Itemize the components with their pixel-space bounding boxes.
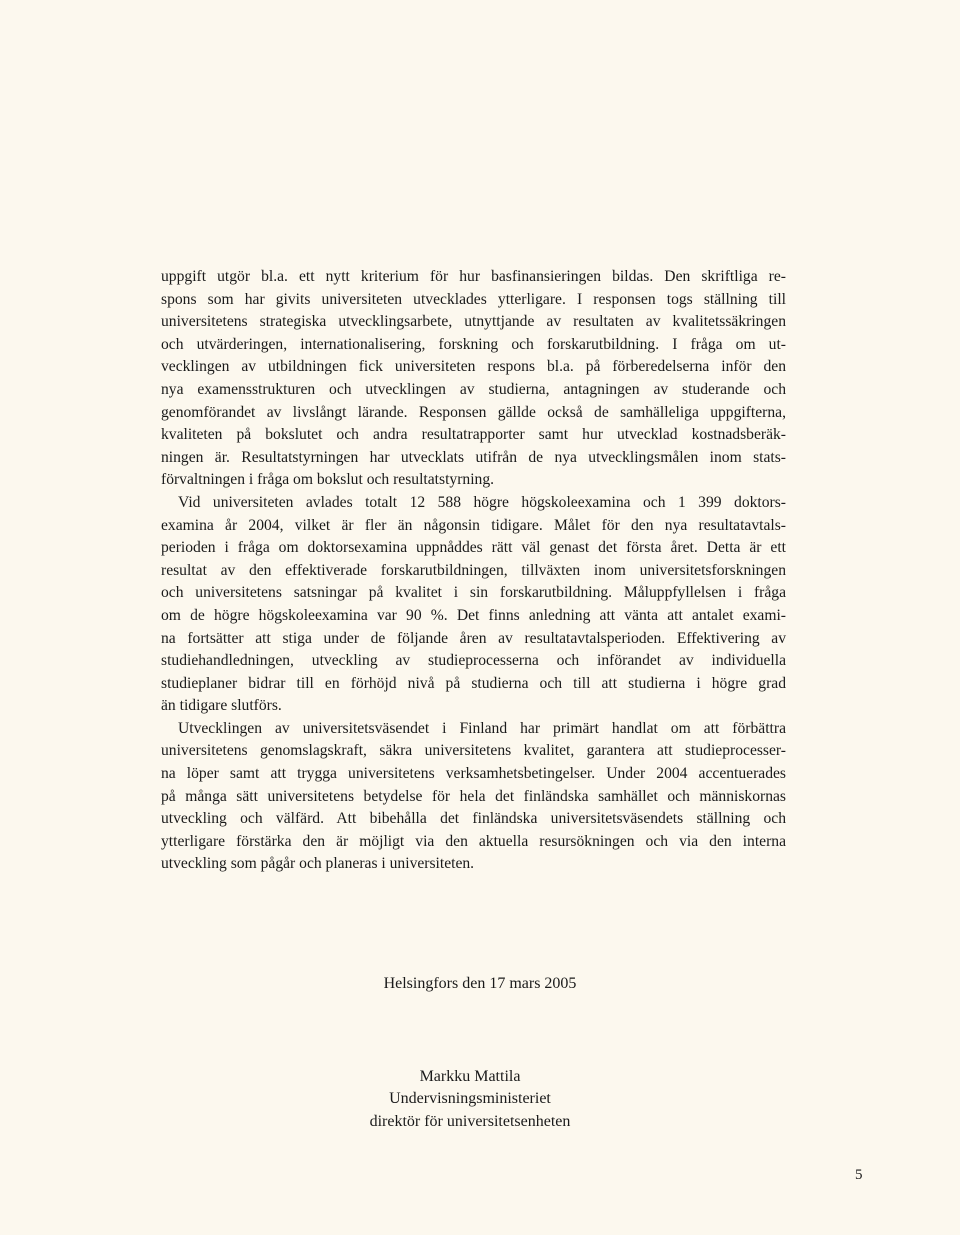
text-line: perioden i fråga om doktorsexamina uppnåddes rätt väl genast det första året. Detta är ett (161, 539, 786, 557)
signatory-organization: Undervisningsministeriet (389, 1090, 551, 1108)
place-and-date: Helsingfors den 17 mars 2005 (383, 975, 577, 992)
text-line: resultat av den effektiverade forskarutbildningen, tillväxten inom universitetsforskningen (161, 561, 786, 579)
text-line: utveckling och välfärd. Att bibehålla det finländska universitetsväsendets ställning och (161, 810, 786, 828)
paragraph (161, 718, 786, 876)
text-line: utveckling som pågår och planeras i universiteten. (161, 855, 475, 873)
text-line: examina år 2004, vilket är fler än någonsin tidigare. Målet för den nya resultatavtals- (161, 516, 786, 534)
text-line: på många sätt universitetens betydelse för hela det finländska samhället och människornas (161, 787, 786, 805)
text-line: förvaltningen i fråga om bokslut och resultatstyrning. (161, 471, 495, 489)
text-line: na löper samt att trygga universitetens verksamhetsbetingelser. Under 2004 accentuerades (161, 765, 786, 783)
body-text (161, 266, 786, 876)
text-line: och universitetens satsningar på kvalitet i sin forskarutbildning. Måluppfyllelsen i fråga (161, 584, 786, 602)
paragraph (161, 492, 786, 718)
text-line: nya examensstrukturen och utvecklingen av studierna, antagningen av studerande och (161, 380, 786, 398)
text-line: ytterligare förstärka den är möjligt via den aktuella resursökningen och via den interna (161, 832, 786, 850)
signatory-title: direktör för universitetsenheten (369, 1112, 571, 1130)
text-line: universitetens genomslagskraft, säkra universitetens kvalitet, garantera att studieprocesser- (161, 742, 786, 760)
signature-block (0, 1066, 940, 1133)
signatory-name: Markku Mattila (419, 1068, 521, 1085)
text-line: universitetens strategiska utvecklingsarbete, utnyttjande av resultaten av kvalitetssäkringen (161, 313, 786, 331)
text-line: ningen är. Resultatstyrningen har utvecklats utifrån de nya utvecklingsmålen inom stats- (161, 448, 786, 466)
text-line: studieplaner bidrar till en förhöjd nivå på studierna och till att studierna i högre grad (161, 674, 786, 692)
text-line: spons som har givits universiteten utvecklades ytterligare. I responsen togs ställning till (161, 290, 786, 308)
text-line: uppgift utgör bl.a. ett nytt kriterium för hur basfinansieringen bildas. Den skriftliga re- (161, 268, 786, 285)
text-line: och utvärderingen, internationalisering, forskning och forskarutbildning. I fråga om ut- (161, 335, 786, 353)
text-line: än tidigare slutförs. (161, 697, 282, 715)
text-line: Utvecklingen av universitetsväsendet i Finland har primärt handlat om att förbättra (178, 719, 786, 737)
text-line: om de högre högskoleexamina var 90 %. Det finns anledning att vänta att antalet exami- (161, 606, 786, 624)
text-line: Vid universiteten avlades totalt 12 588 högre högskoleexamina och 1 399 doktors- (178, 493, 786, 511)
text-line: genomförandet av livslångt lärande. Responsen gällde också de samhälleliga uppgifterna, (161, 403, 786, 421)
text-line: kvaliteten på bokslutet och andra resultatrapporter samt hur utvecklad kostnadsberäk- (161, 426, 786, 444)
text-line: studiehandledningen, utveckling av studieprocesserna och införandet av individuella (161, 652, 786, 670)
page-number: 5 (855, 1167, 863, 1183)
paragraph (161, 266, 786, 492)
text-line: na fortsätter att stiga under de följande åren av resultatavtalsperioden. Effektivering av (161, 629, 786, 647)
text-line: vecklingen av utbildningen fick universiteten respons bl.a. på förberedelserna inför den (161, 358, 786, 376)
